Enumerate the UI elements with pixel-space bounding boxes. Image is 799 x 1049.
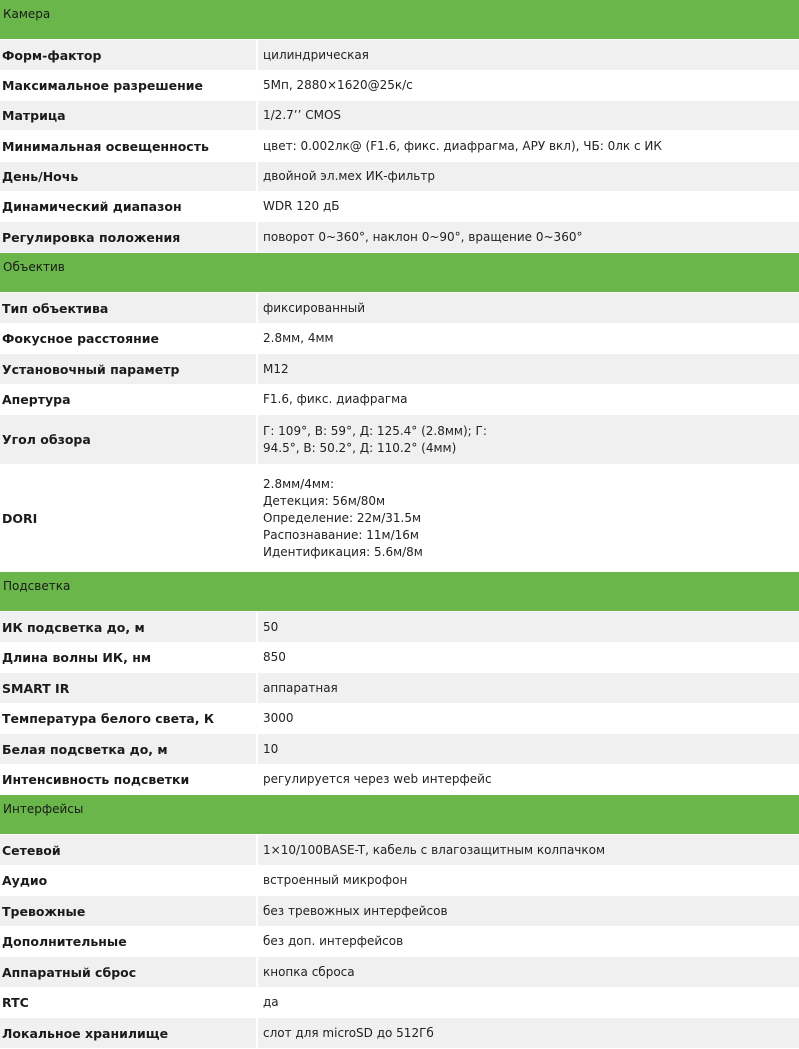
row-value-line: F1.6, фикс. диафрагма — [263, 392, 408, 406]
table-row — [0, 673, 799, 704]
row-value — [258, 162, 799, 191]
table-row — [0, 415, 799, 465]
row-label: SMART IR — [0, 673, 258, 703]
row-label: Дополнительные — [0, 927, 258, 956]
row-value — [258, 192, 799, 221]
table-row — [0, 131, 799, 162]
section-header: Интерфейсы — [0, 795, 799, 835]
table-row — [0, 71, 799, 101]
row-value-line: фиксированный — [263, 300, 366, 315]
table-row — [0, 866, 799, 896]
table-row — [0, 1018, 799, 1049]
row-value-line: 2.8мм, 4мм — [263, 331, 334, 345]
row-label: Установочный параметр — [0, 354, 258, 384]
table-row — [0, 957, 799, 988]
row-label: Белая подсветка до, м — [0, 734, 258, 764]
row-value-line: поворот 0~360°, наклон 0~90°, вращение 0~360° — [263, 229, 583, 244]
row-value-line: да — [263, 995, 279, 1009]
row-value — [258, 465, 799, 571]
row-label: Апертура — [0, 385, 258, 414]
row-value — [258, 835, 799, 865]
table-row — [0, 896, 799, 927]
table-row — [0, 734, 799, 765]
row-label: Форм-фактор — [0, 40, 258, 70]
row-value — [258, 866, 799, 895]
row-label: ИК подсветка до, м — [0, 612, 258, 642]
row-value — [258, 222, 799, 252]
row-value-line: Г: 109°, В: 59°, Д: 125.4° (2.8мм); Г: — [263, 423, 487, 438]
table-row — [0, 765, 799, 795]
row-value-line: 10 — [263, 741, 279, 756]
table-row — [0, 465, 799, 572]
table-row — [0, 354, 799, 385]
row-label: DORI — [0, 465, 258, 571]
row-value-line: 1×10/100BASE-T, кабель с влагозащитным колпачком — [263, 842, 606, 857]
row-value — [258, 385, 799, 414]
section-header: Камера — [0, 0, 799, 40]
row-value — [258, 1018, 799, 1048]
row-value-line: Идентификация: 5.6м/8м — [263, 544, 423, 559]
row-value-line: 1/2.7’’ CMOS — [263, 108, 341, 122]
table-row — [0, 835, 799, 866]
row-label: Интенсивность подсветки — [0, 765, 258, 794]
table-row — [0, 704, 799, 734]
table-row — [0, 385, 799, 415]
row-label: День/Ночь — [0, 162, 258, 191]
row-label: Длина волны ИК, нм — [0, 643, 258, 672]
table-row — [0, 101, 799, 131]
row-value — [258, 957, 799, 987]
row-value — [258, 612, 799, 642]
row-label: Матрица — [0, 101, 258, 130]
row-value-line: 94.5°, В: 50.2°, Д: 110.2° (4мм) — [263, 440, 457, 455]
row-value-line: двойной эл.мех ИК-фильтр — [263, 169, 435, 183]
row-label: Угол обзора — [0, 415, 258, 464]
row-value-line: Детекция: 56м/80м — [263, 493, 386, 508]
row-value-line: 850 — [263, 650, 286, 664]
table-row — [0, 222, 799, 253]
row-value — [258, 988, 799, 1017]
table-row — [0, 192, 799, 222]
section-header: Объектив — [0, 253, 799, 293]
row-label: Тревожные — [0, 896, 258, 926]
row-value-line: 3000 — [263, 711, 294, 725]
table-row — [0, 162, 799, 192]
row-value — [258, 643, 799, 672]
row-value-line: цвет: 0.002лк@ (F1.6, фикс. диафрагма, АРУ вкл), ЧБ: 0лк с ИК — [263, 138, 662, 153]
row-label: Минимальная освещенность — [0, 131, 258, 161]
row-label: Сетевой — [0, 835, 258, 865]
row-value-line: аппаратная — [263, 680, 338, 695]
row-value — [258, 354, 799, 384]
row-value-line: встроенный микрофон — [263, 873, 408, 887]
row-label: Максимальное разрешение — [0, 71, 258, 100]
row-value-line: Распознавание: 11м/16м — [263, 527, 419, 542]
row-label: Температура белого света, К — [0, 704, 258, 733]
table-row — [0, 324, 799, 354]
section-header: Подсветка — [0, 572, 799, 612]
row-value-line: Определение: 22м/31.5м — [263, 510, 422, 525]
row-value-line: кнопка сброса — [263, 964, 355, 979]
row-value-line: WDR 120 дБ — [263, 199, 340, 213]
table-row — [0, 927, 799, 957]
row-value-line: цилиндрическая — [263, 47, 369, 62]
table-row — [0, 612, 799, 643]
row-value — [258, 673, 799, 703]
row-label: Регулировка положения — [0, 222, 258, 252]
row-value — [258, 131, 799, 161]
row-value — [258, 765, 799, 794]
row-value-line: слот для microSD до 512Гб — [263, 1025, 434, 1040]
row-label: RTC — [0, 988, 258, 1017]
row-label: Динамический диапазон — [0, 192, 258, 221]
row-value — [258, 40, 799, 70]
row-value-line: без тревожных интерфейсов — [263, 903, 448, 918]
row-label: Тип объектива — [0, 293, 258, 323]
row-value-line: регулируется через web интерфейс — [263, 772, 492, 786]
row-label: Локальное хранилище — [0, 1018, 258, 1048]
row-value-line: 5Мп, 2880×1620@25к/с — [263, 78, 413, 92]
row-value — [258, 324, 799, 353]
row-label: Аппаратный сброс — [0, 957, 258, 987]
table-row — [0, 293, 799, 324]
row-value — [258, 896, 799, 926]
row-label: Аудио — [0, 866, 258, 895]
row-value — [258, 71, 799, 100]
row-value — [258, 734, 799, 764]
table-row — [0, 643, 799, 673]
row-value-line: M12 — [263, 361, 289, 376]
row-value — [258, 101, 799, 130]
row-value-line: 50 — [263, 619, 279, 634]
row-value-line: 2.8мм/4мм: — [263, 476, 335, 491]
row-value — [258, 293, 799, 323]
row-label: Фокусное расстояние — [0, 324, 258, 353]
table-row — [0, 40, 799, 71]
row-value — [258, 415, 799, 464]
row-value-line: без доп. интерфейсов — [263, 934, 404, 948]
row-value — [258, 704, 799, 733]
table-row — [0, 988, 799, 1018]
row-value — [258, 927, 799, 956]
